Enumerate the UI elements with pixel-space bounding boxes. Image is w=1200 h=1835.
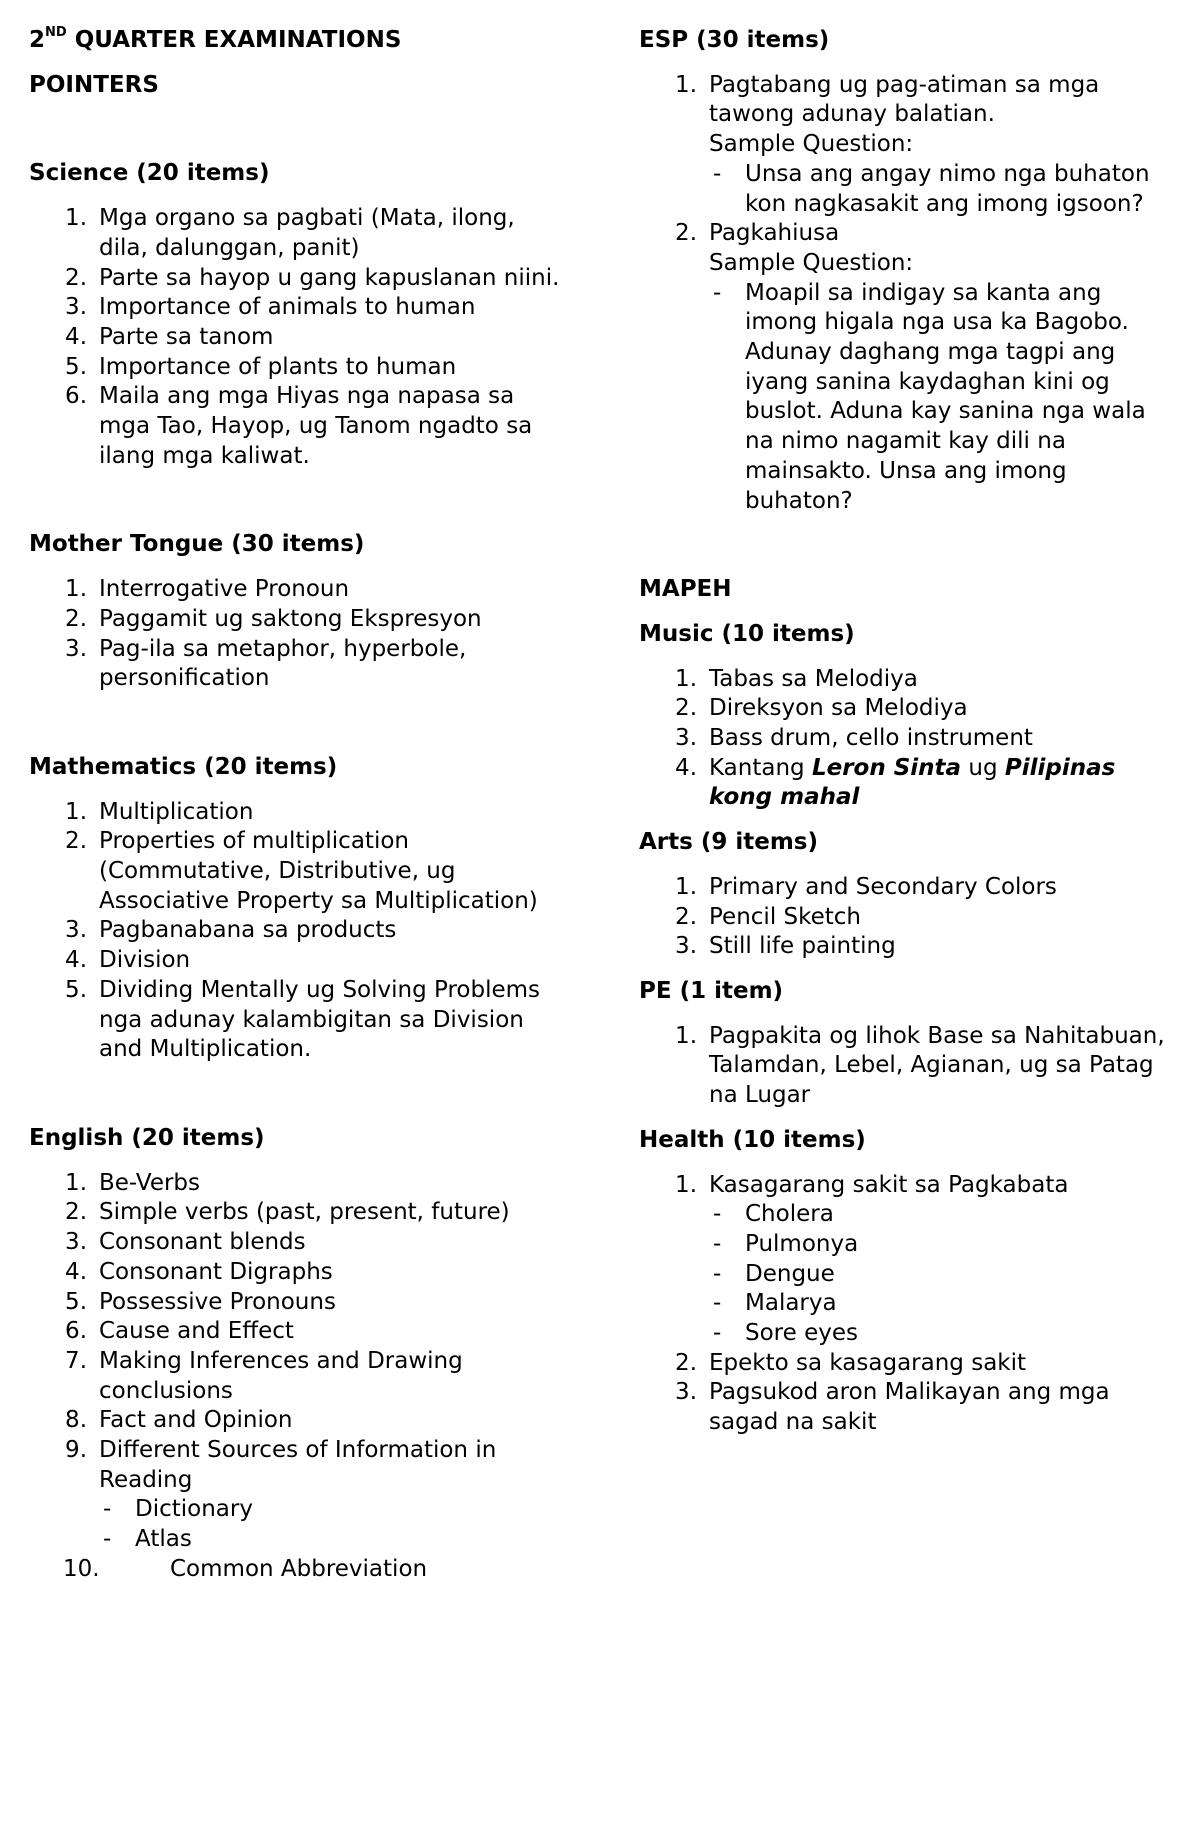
sub-list-item: - Pulmonya — [709, 1230, 1179, 1260]
list-item: 4 . Consonant Digraphs — [29, 1258, 569, 1288]
english-heading: English (20 items) — [29, 1124, 265, 1151]
mapeh-heading: MAPEH — [639, 576, 732, 603]
pe-list — [639, 1022, 1179, 1111]
music-heading: Music (10 items) — [639, 620, 855, 647]
list-item: 6 . Cause and Effect — [29, 1317, 569, 1347]
list-item: 1 . Tabas sa Melodiya — [639, 665, 1179, 695]
mathematics-heading: Mathematics (20 items) — [29, 753, 338, 780]
list-item: 2 . Direksyon sa Melodiya — [639, 694, 1179, 724]
mother-tongue-heading: Mother Tongue (30 items) — [29, 531, 365, 558]
list-item: 4 . Kantang Leron Sinta ug Pilipinas kong mahal — [639, 754, 1179, 813]
list-item: 4 . Division — [29, 946, 569, 976]
list-item: 1 . Primary and Secondary Colors — [639, 873, 1179, 903]
sub-list-item: - Sore eyes — [709, 1319, 1179, 1349]
list-item: 2 . Pencil Sketch — [639, 903, 1179, 933]
list-item: 5 . Dividing Mentally ug Solving Problems nga adunay kalambigitan sa Division and Multiplication. — [29, 976, 569, 1065]
list-item: 7 . Making Inferences and Drawing conclusions — [29, 1347, 569, 1406]
list-item: 1 . Multiplication — [29, 798, 569, 828]
arts-heading: Arts (9 items) — [639, 829, 819, 856]
list-item: 1 . Be-Verbs — [29, 1169, 569, 1199]
health-list — [639, 1171, 1179, 1438]
list-item: 1 . Mga organo sa pagbati (Mata, ilong, dila, dalunggan, panit) — [29, 204, 569, 263]
sample-question: - Moapil sa indigay sa kanta ang imong higala nga usa ka Bagobo. Adunay daghang mga tagpi ang iyang sanina kaydaghan kini og buslot. Aduna kay sanina nga wala na nimo nagamit kay dili na mainsakto. Unsa ang imong buhaton? — [709, 279, 1179, 517]
list-item: 2 . Simple verbs (past, present, future) — [29, 1198, 569, 1228]
sub-list-item: - Atlas — [99, 1525, 569, 1555]
list-item: 2 . Parte sa hayop u gang kapuslanan niini. — [29, 264, 569, 294]
sub-list — [709, 1200, 1179, 1349]
page-subtitle: POINTERS — [29, 71, 159, 98]
list-item: 1 . Pagtabang ug pag-atiman sa mga tawong adunay balatian. Sample Question: - Unsa ang angay nimo nga buhaton kon nagkasakit ang imong igsoon? — [639, 71, 1179, 220]
right-column — [639, 26, 1179, 1438]
list-item: 2 . Properties of multiplication (Commutative, Distributive, ug Associative Property sa Multiplication) — [29, 827, 569, 916]
list-item: 3 . Pagbanabana sa products — [29, 916, 569, 946]
sub-list-item: - Cholera — [709, 1200, 1179, 1230]
esp-list — [639, 71, 1179, 517]
list-item: 2 . Pagkahiusa Sample Question: - Moapil sa indigay sa kanta ang imong higala nga usa ka Bagobo. Adunay daghang mga tagpi ang iyang sanina kaydaghan kini og buslot. Aduna kay sanina nga wala na nimo nagamit kay dili na mainsakto. Unsa ang imong buhaton? — [639, 219, 1179, 516]
sub-list — [99, 1495, 569, 1554]
list-item: 2 . Paggamit ug saktong Ekspresyon — [29, 605, 569, 635]
science-list — [29, 204, 569, 471]
sub-list — [709, 279, 1179, 517]
list-item: 5 . Importance of plants to human — [29, 353, 569, 383]
list-item: 3 . Importance of animals to human — [29, 293, 569, 323]
music-list — [639, 665, 1179, 814]
list-item: 8 . Fact and Opinion — [29, 1406, 569, 1436]
list-item: 1 . Kasagarang sakit sa Pagkabata - Cholera - Pulmonya - Dengue - Malarya - Sore eyes — [639, 1171, 1179, 1349]
list-item: 5 . Possessive Pronouns — [29, 1288, 569, 1318]
mother-tongue-list — [29, 575, 569, 694]
sample-question-label: Sample Question: — [709, 131, 914, 158]
mathematics-list — [29, 798, 569, 1065]
sub-list — [709, 160, 1179, 219]
list-item: 3 . Still life painting — [639, 932, 1179, 962]
list-item: 3 . Consonant blends — [29, 1228, 569, 1258]
health-heading: Health (10 items) — [639, 1126, 866, 1153]
list-item: 9 . Different Sources of Information in Reading - Dictionary - Atlas — [29, 1436, 569, 1555]
list-item: 2 . Epekto sa kasagarang sakit — [639, 1349, 1179, 1379]
pe-heading: PE (1 item) — [639, 977, 784, 1004]
sample-question: - Unsa ang angay nimo nga buhaton kon nagkasakit ang imong igsoon? — [709, 160, 1179, 219]
list-item: 6 . Maila ang mga Hiyas nga napasa sa mga Tao, Hayop, ug Tanom ngadto sa ilang mga kaliwat. — [29, 382, 569, 471]
list-item: 3 . Pagsukod aron Malikayan ang mga sagad na sakit — [639, 1378, 1179, 1437]
list-item: 3 . Bass drum, cello instrument — [639, 724, 1179, 754]
english-list — [29, 1169, 569, 1585]
list-item: 4 . Parte sa tanom — [29, 323, 569, 353]
left-column — [29, 26, 569, 1585]
sub-list-item: - Malarya — [709, 1289, 1179, 1319]
list-item: 1 . Pagpakita og lihok Base sa Nahitabuan, Talamdan, Lebel, Agianan, ug sa Patag na Lugar — [639, 1022, 1179, 1111]
esp-heading: ESP (30 items) — [639, 27, 830, 53]
list-item: 10 . Common Abbreviation — [29, 1555, 569, 1585]
arts-list — [639, 873, 1179, 962]
list-item: 3 . Pag-ila sa metaphor, hyperbole, personification — [29, 635, 569, 694]
sub-list-item: - Dengue — [709, 1260, 1179, 1290]
page-title: 2ND QUARTER EXAMINATIONS — [29, 25, 402, 53]
science-heading: Science (20 items) — [29, 160, 270, 187]
sample-question-label: Sample Question: — [709, 249, 914, 276]
list-item: 1 . Interrogative Pronoun — [29, 575, 569, 605]
sub-list-item: - Dictionary — [99, 1495, 569, 1525]
